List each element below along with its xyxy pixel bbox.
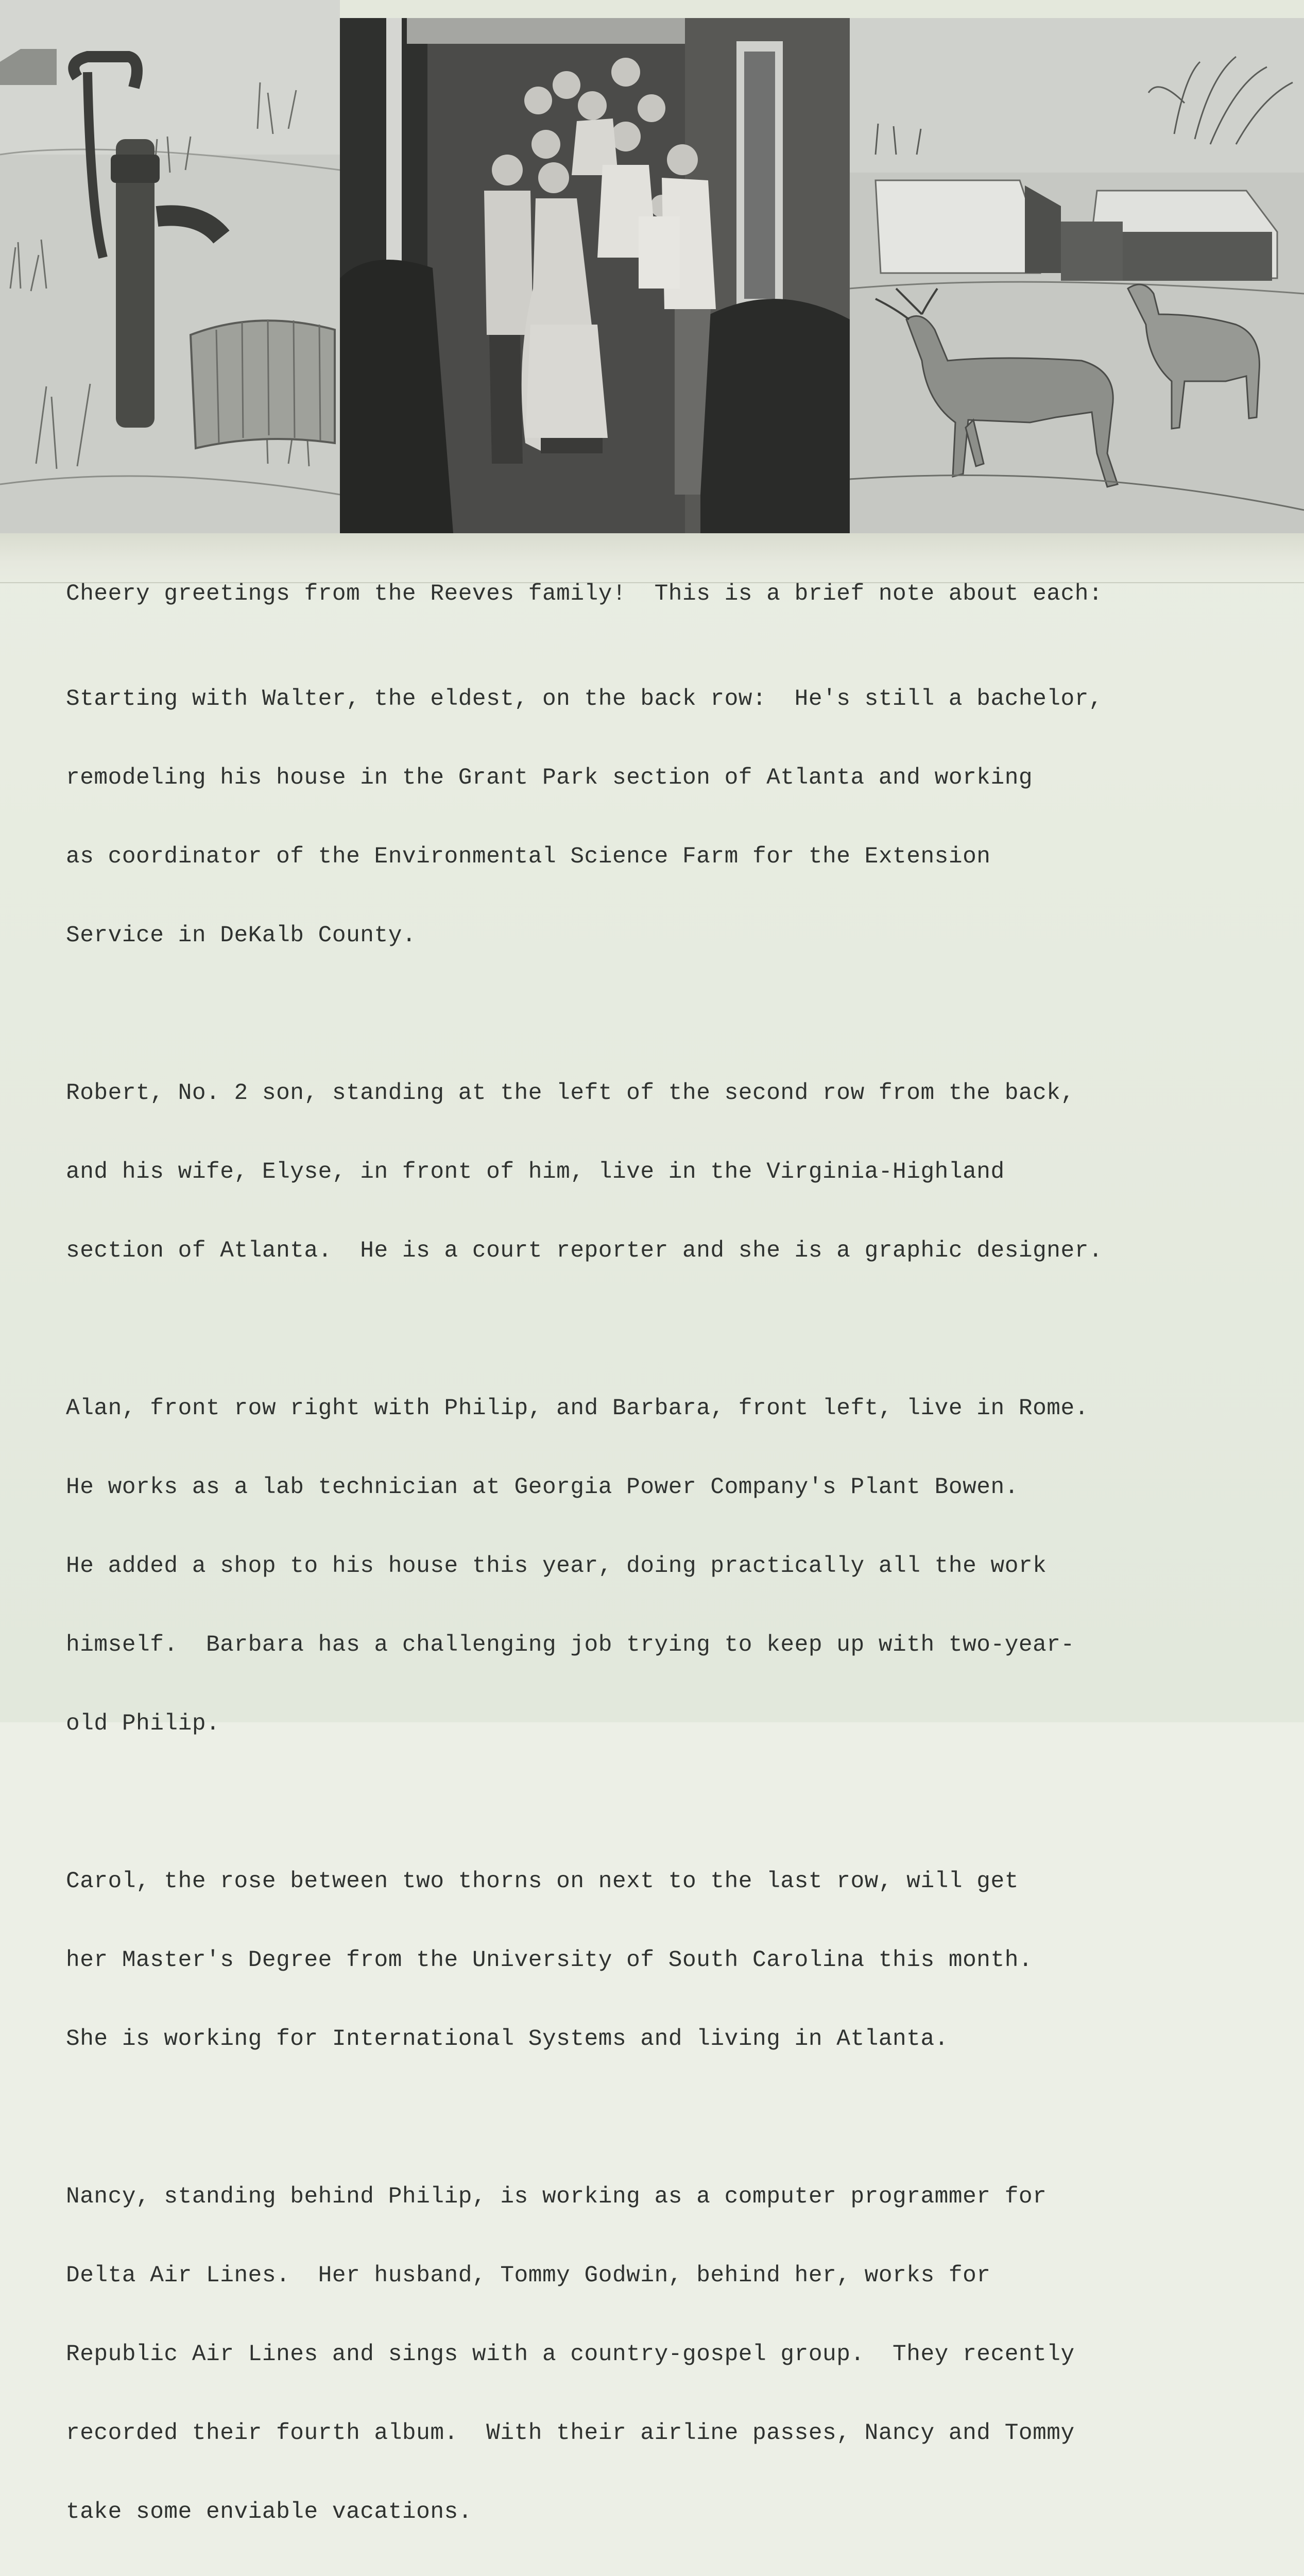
paragraph-walter	[66, 634, 1245, 1002]
text-line: recorded their fourth album. With their airline passes, Nancy and Tommy	[66, 2420, 1075, 2446]
deer-barn-sketch	[850, 18, 1304, 533]
text-line: remodeling his house in the Grant Park section of Atlanta and working	[66, 765, 1033, 791]
family-photo	[340, 18, 850, 533]
paragraph-nancy	[66, 2131, 1245, 2576]
greeting-line: Cheery greetings from the Reeves family! This is a brief note about each:	[66, 581, 1103, 607]
text-line: as coordinator of the Environmental Science Farm for the Extension	[66, 844, 991, 870]
text-line: take some enviable vacations.	[66, 2499, 472, 2525]
text-line: Robert, No. 2 son, standing at the left of the second row from the back,	[66, 1080, 1075, 1106]
paragraph-carol	[66, 1816, 1245, 2105]
text-line: He works as a lab technician at Georgia Power Company's Plant Bowen.	[66, 1475, 1019, 1500]
water-pump-sketch	[0, 0, 340, 533]
text-line: Delta Air Lines. Her husband, Tommy Godwin, behind her, works for	[66, 2263, 991, 2289]
letter-body	[66, 581, 1245, 2576]
paragraph-alan	[66, 1343, 1245, 1790]
text-line: Service in DeKalb County.	[66, 923, 417, 948]
text-line: himself. Barbara has a challenging job trying to keep up with two-year-	[66, 1632, 1075, 1658]
text-line: her Master's Degree from the University of South Carolina this month.	[66, 1947, 1033, 1973]
header-images	[0, 0, 1304, 533]
paper-fold	[0, 533, 1304, 583]
text-line: Carol, the rose between two thorns on next to the last row, will get	[66, 1869, 1019, 1894]
text-line: section of Atlanta. He is a court reporter and she is a graphic designer.	[66, 1238, 1103, 1264]
text-line: Nancy, standing behind Philip, is working as a computer programmer for	[66, 2184, 1047, 2210]
text-line: and his wife, Elyse, in front of him, live in the Virginia-Highland	[66, 1159, 1005, 1185]
text-line: He added a shop to his house this year, doing practically all the work	[66, 1553, 1047, 1579]
text-line: Starting with Walter, the eldest, on the back row: He's still a bachelor,	[66, 686, 1103, 712]
text-line: old Philip.	[66, 1711, 220, 1737]
paragraph-robert	[66, 1028, 1245, 1317]
text-line: Alan, front row right with Philip, and Barbara, front left, live in Rome.	[66, 1396, 1089, 1421]
text-line: She is working for International Systems and living in Atlanta.	[66, 2026, 949, 2052]
text-line: Republic Air Lines and sings with a country-gospel group. They recently	[66, 2342, 1075, 2367]
